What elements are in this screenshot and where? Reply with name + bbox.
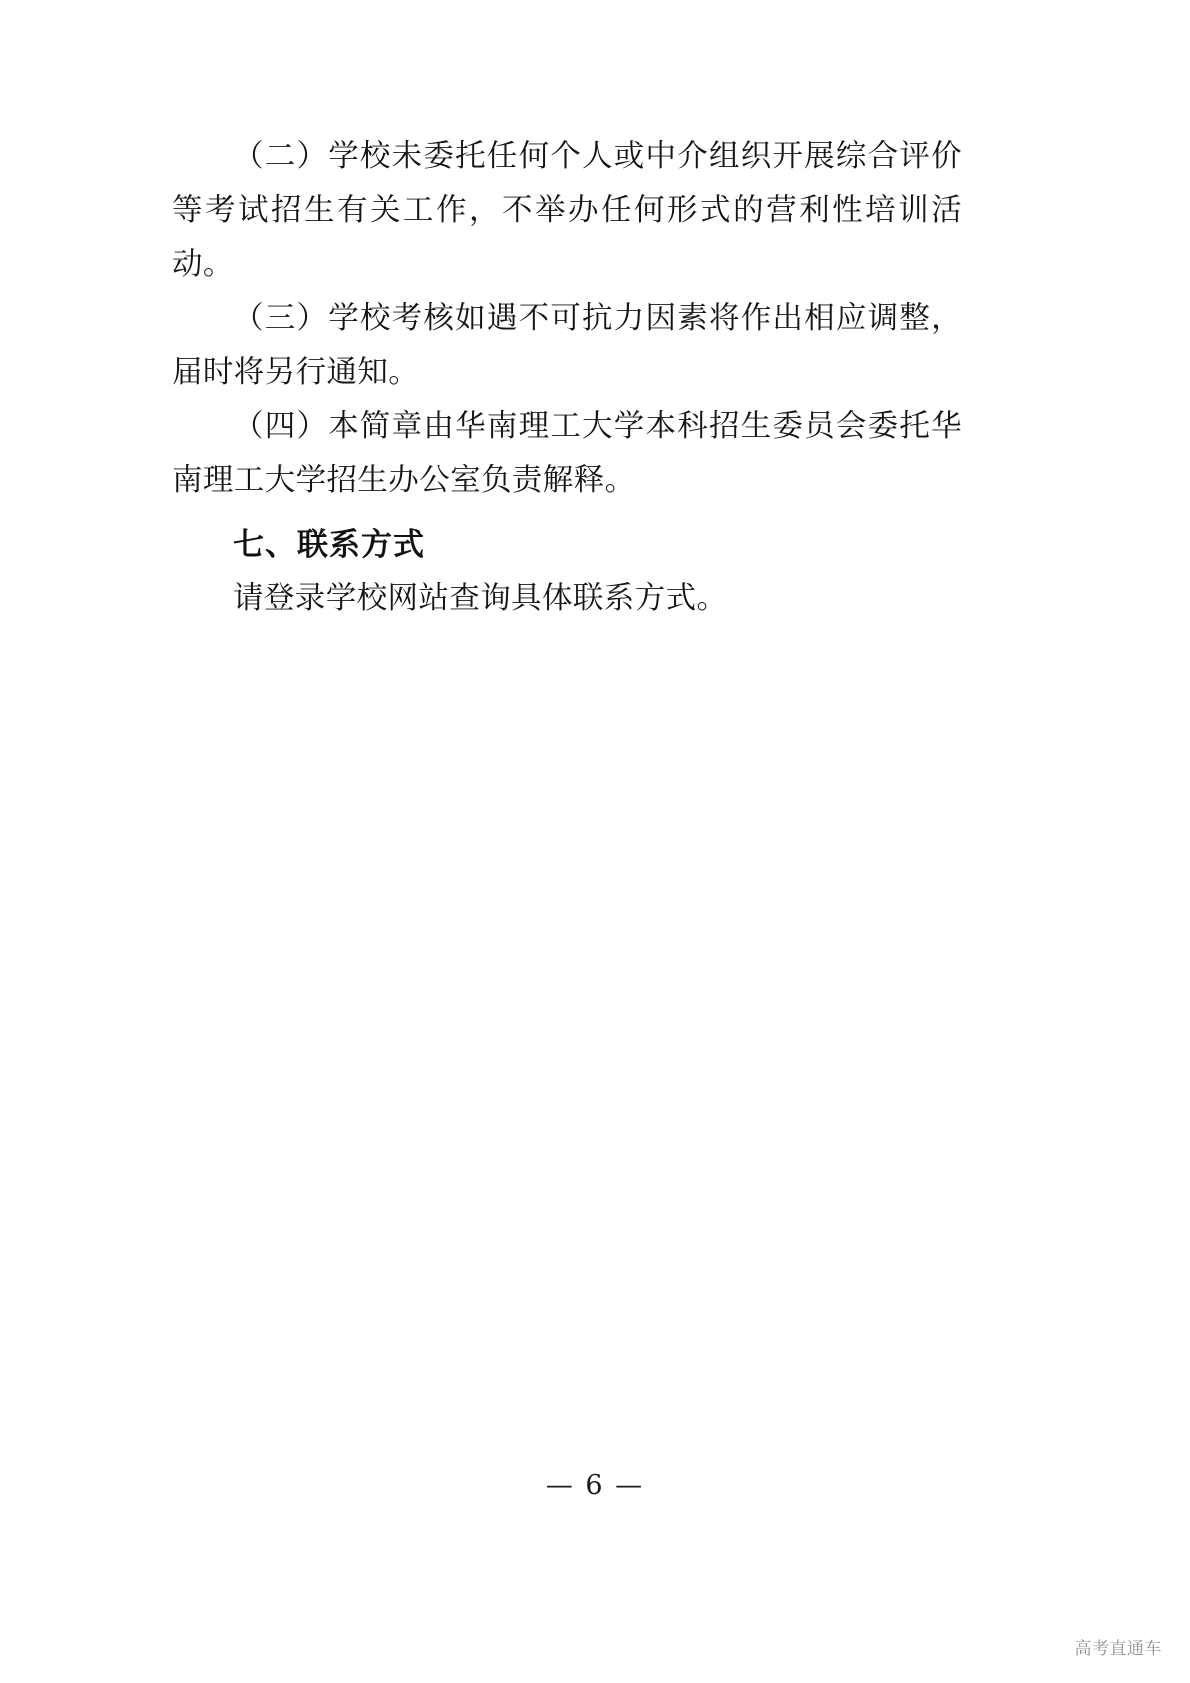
watermark-label: 高考直通车 [1074, 1639, 1162, 1659]
section-paragraph-contact: 请登录学校网站查询具体联系方式。 [233, 581, 728, 616]
document-body [172, 130, 962, 626]
paragraph-item-2: （二）学校未委托任何个人或中介组织开展综合评价等考试招生有关工作，不举办任何形式的营利性培训活动。 [172, 139, 962, 282]
paragraph-item-4: （四）本简章由华南理工大学本科招生委员会委托华南理工大学招生办公室负责解释。 [172, 409, 962, 498]
page-number: — 6 — [545, 1470, 645, 1501]
section-heading-contact: 七、联系方式 [233, 527, 425, 563]
paragraph-item-3: （三）学校考核如遇不可抗力因素将作出相应调整，届时将另行通知。 [172, 301, 962, 390]
